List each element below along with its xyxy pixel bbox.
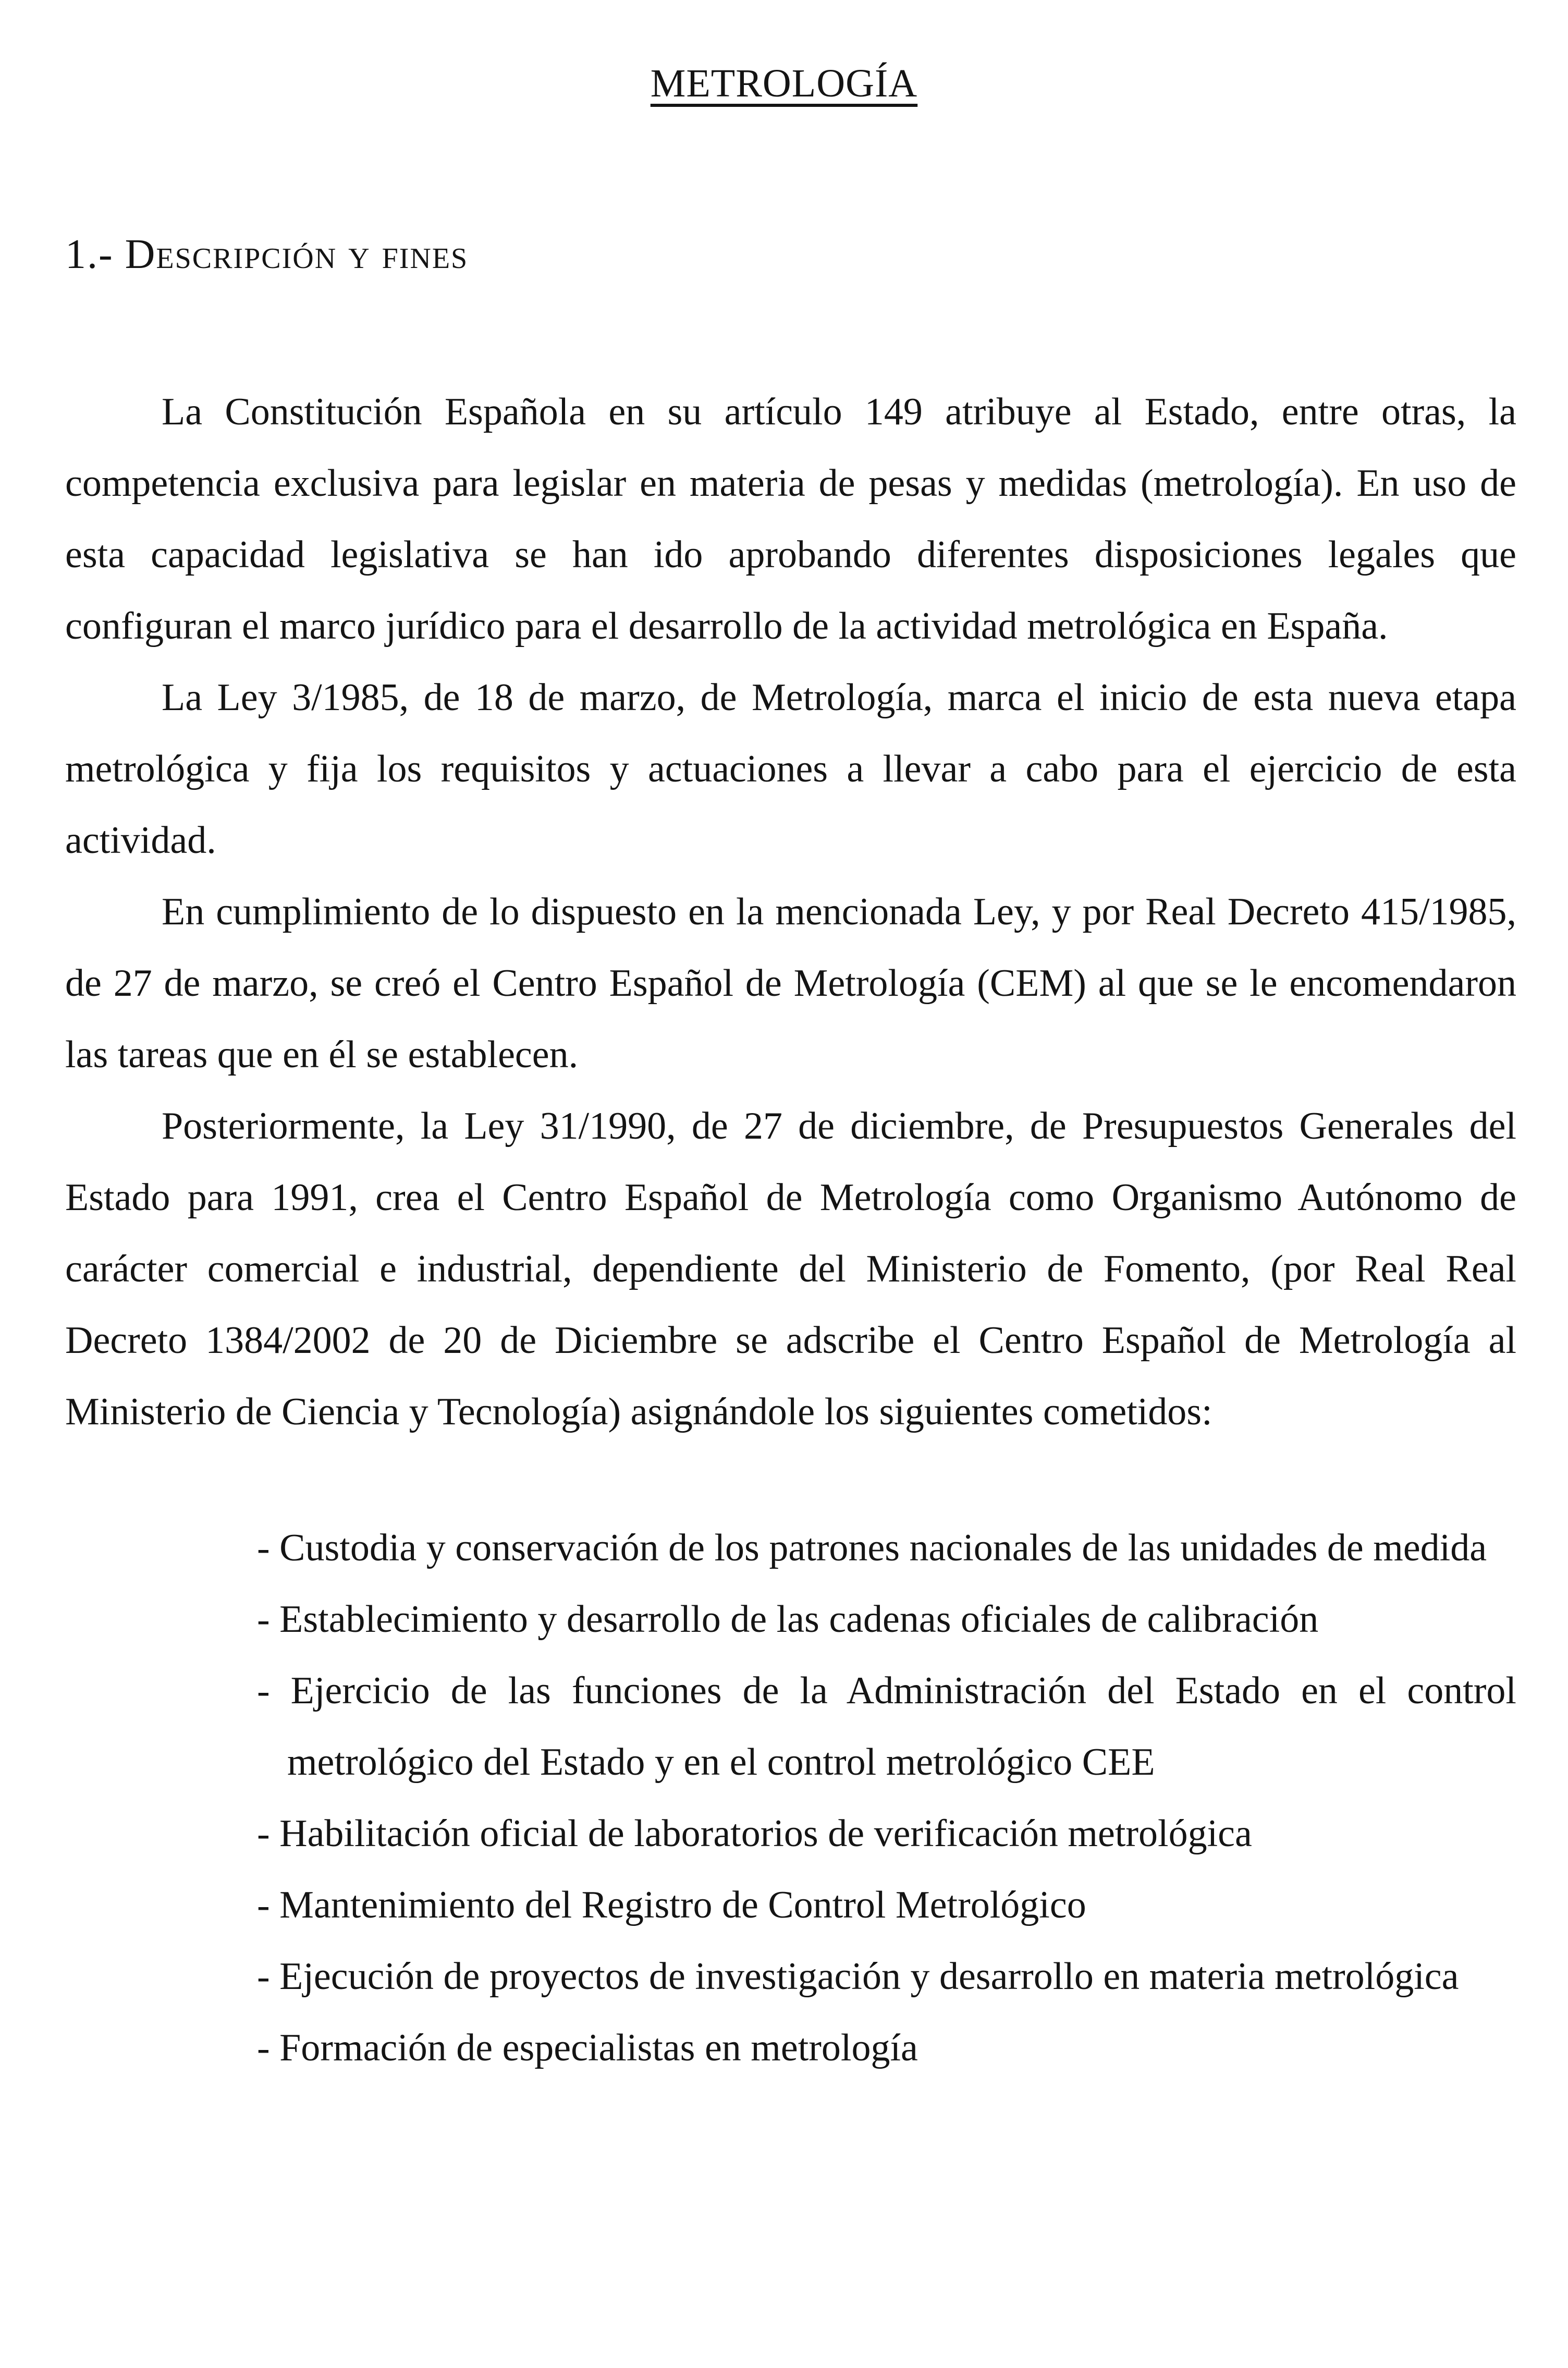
list-spacer [65, 1448, 1516, 1512]
paragraph-ley-1985: La Ley 3/1985, de 18 de marzo, de Metrología, marca el inicio de esta nueva etapa metrológica y fija los requisitos y actuaciones a llevar a cabo para el ejercicio de esta actividad. [65, 676, 1516, 862]
paragraph-real-decreto: En cumplimiento de lo dispuesto en la mencionada Ley, y por Real Decreto 415/1985, de 27 de marzo, se creó el Centro Español de Metrología (CEM) al que se le encomendaron las tareas que en él se establecen. [65, 890, 1516, 1076]
document-title [0, 64, 1568, 103]
paragraph-ley-1990: Posteriormente, la Ley 31/1990, de 27 de diciembre, de Presupuestos Generales del Estado para 1991, crea el Centro Español de Metrología como Organismo Autónomo de carácter comercial e industrial, dependiente del Ministerio de Fomento, (por Real Real Decreto 1384/2002 de 20 de Diciembre se adscribe el Centro Español de Metrología al Ministerio de Ciencia y Tecnología) asignándole los siguientes cometidos: [65, 1105, 1516, 1433]
list-item: - Habilitación oficial de laboratorios de verificación metrológica [257, 1812, 1252, 1855]
list-item: - Formación de especialistas en metrología [257, 2027, 918, 2069]
document-body [65, 376, 1516, 2084]
list-item: - Custodia y conservación de los patrones nacionales de las unidades de medida [257, 1527, 1487, 1569]
list-item: - Mantenimiento del Registro de Control Metrológico [257, 1884, 1086, 1926]
cometidos-list [65, 1512, 1516, 2084]
section-heading: 1.- Descripción y fines [65, 231, 469, 277]
paragraph-constitucion: La Constitución Española en su artículo 149 atribuye al Estado, entre otras, la competencia exclusiva para legislar en materia de pesas y medidas (metrología). En uso de esta capacidad legislativa se han ido aprobando diferentes disposiciones legales que configuran el marco jurídico para el desarrollo de la actividad metrológica en España. [65, 390, 1516, 648]
list-item: - Ejercicio de las funciones de la Administración del Estado en el control metrológico del Estado y en el control metrológico CEE [257, 1669, 1516, 1784]
document-title-text: METROLOGÍA [650, 62, 918, 105]
list-item: - Ejecución de proyectos de investigación y desarrollo en materia metrológica [257, 1955, 1459, 1998]
list-item: - Establecimiento y desarrollo de las cadenas oficiales de calibración [257, 1598, 1319, 1641]
